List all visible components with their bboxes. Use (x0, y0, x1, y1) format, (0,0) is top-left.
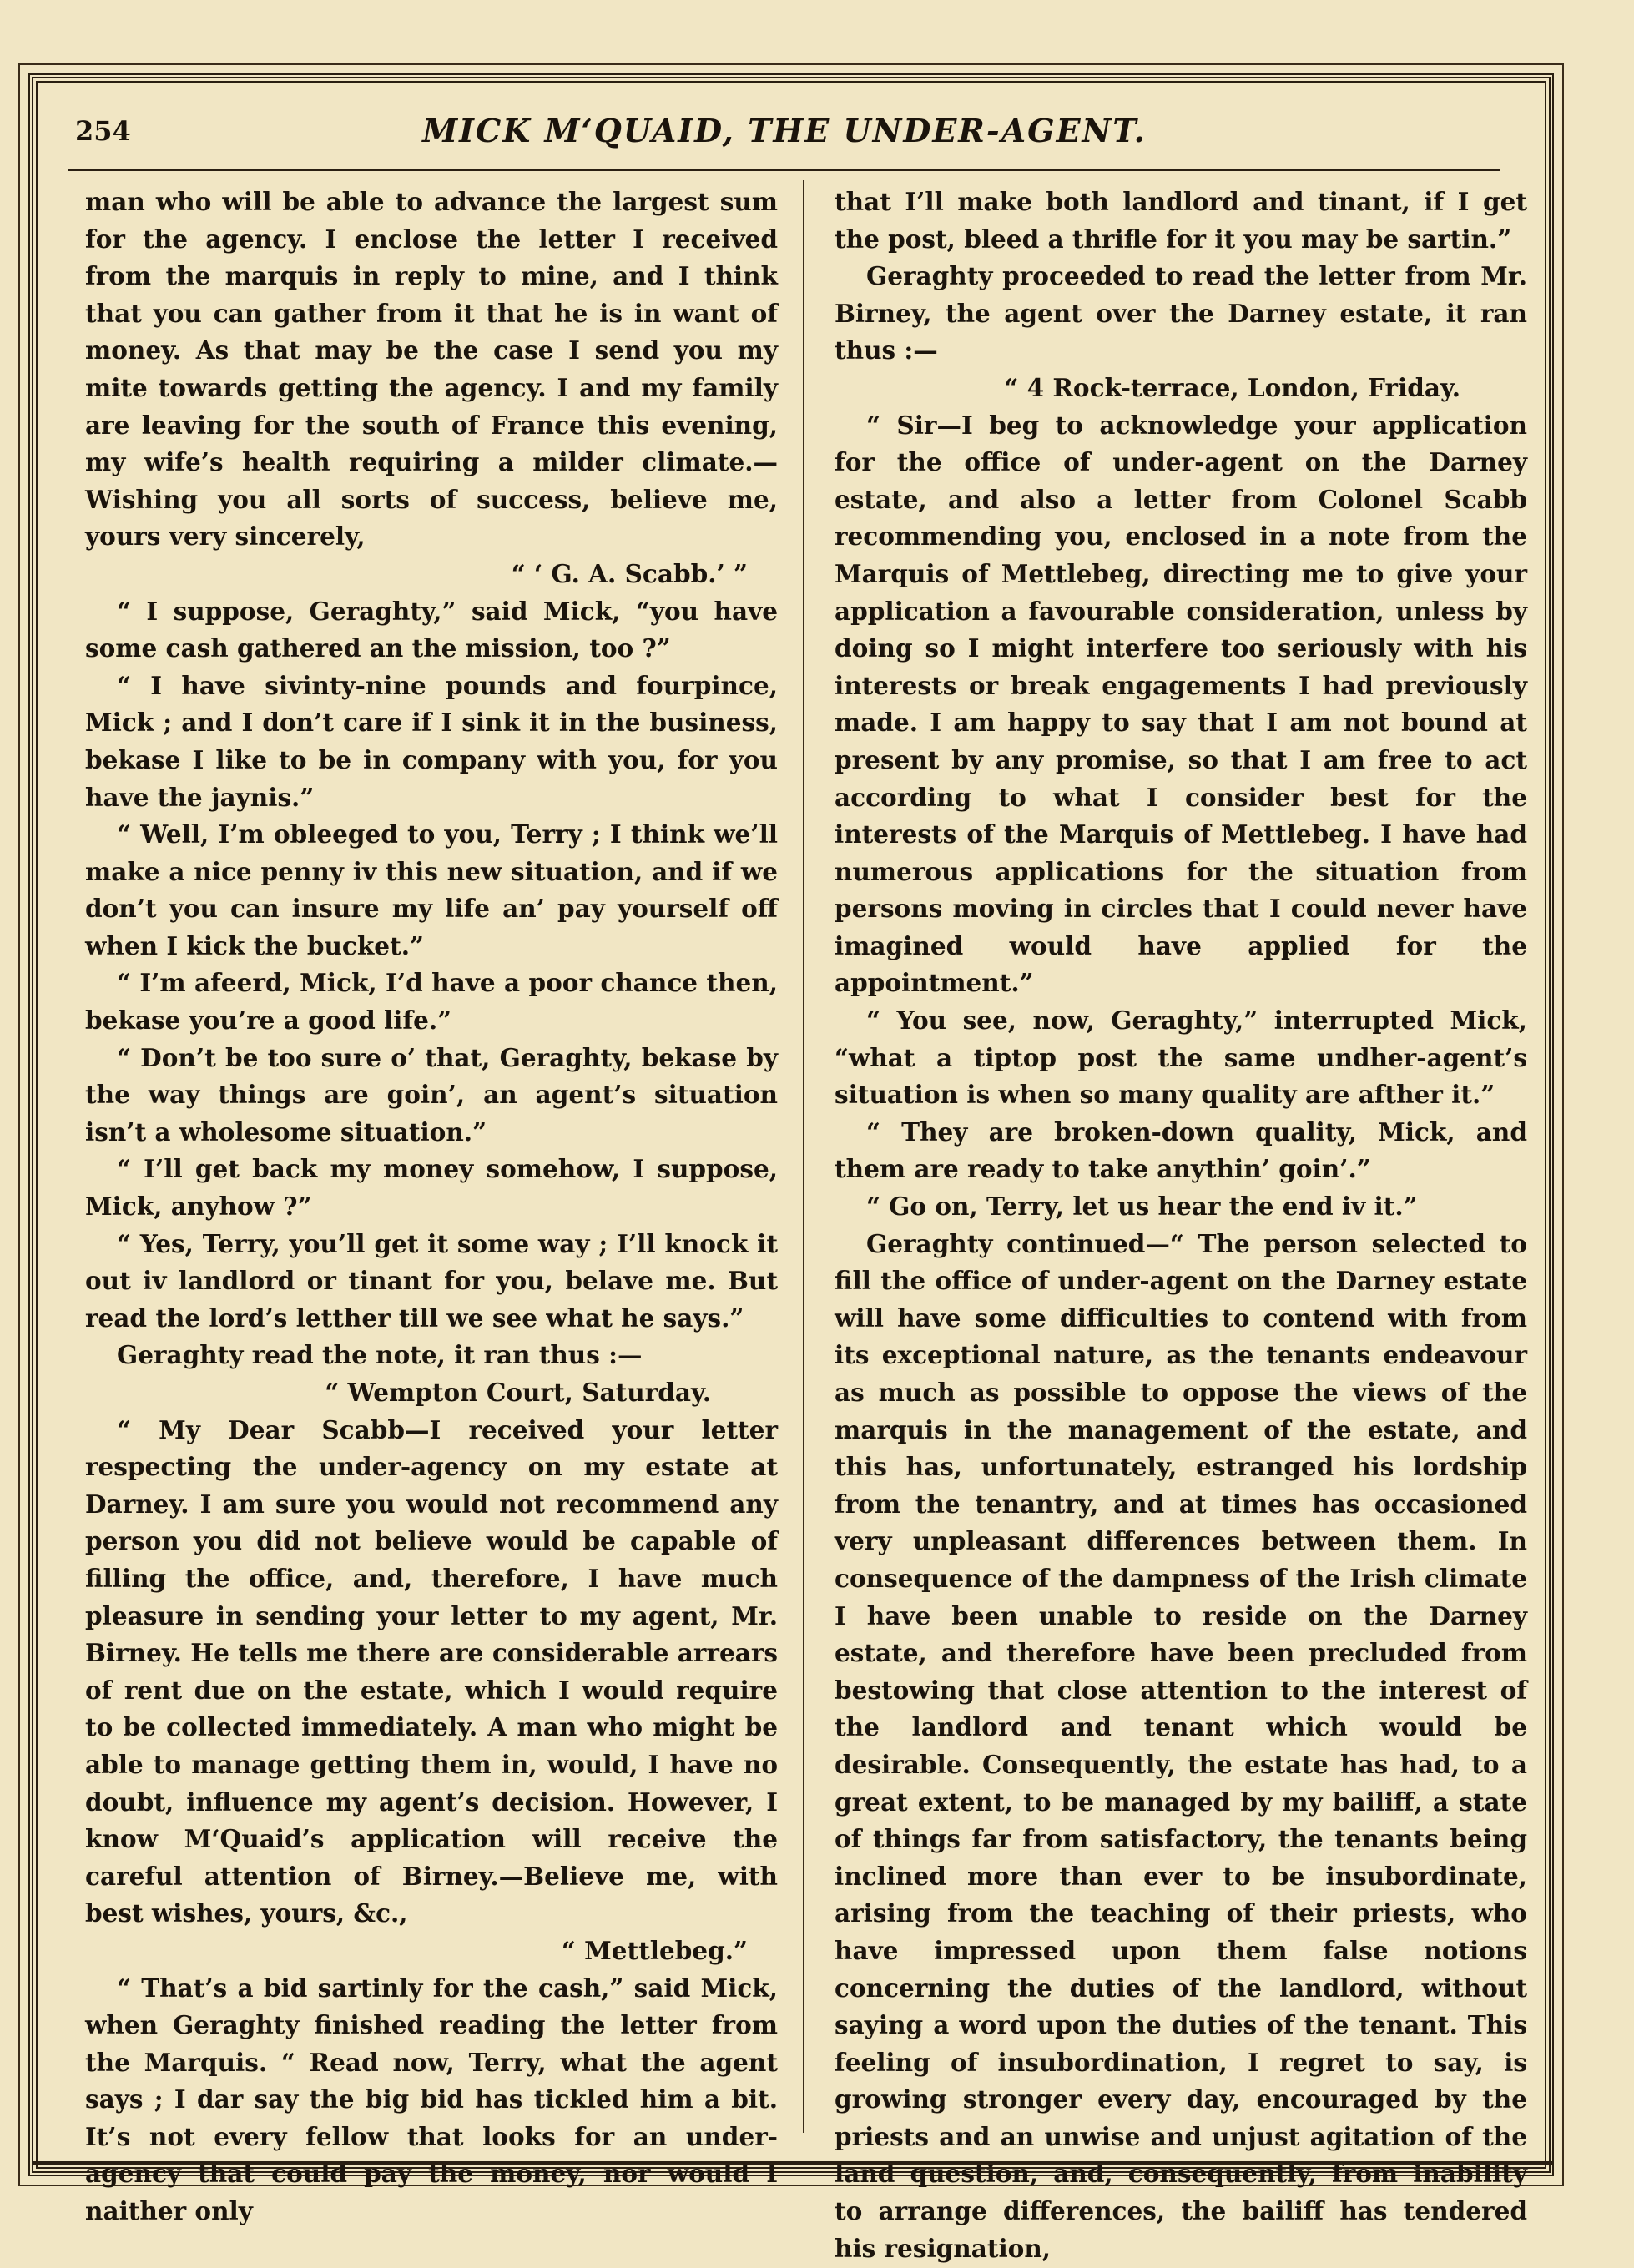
paragraph: “ I’ll get back my money somehow, I suppose, Mick, anyhow ?” (85, 1154, 778, 1222)
column-divider (803, 180, 804, 2133)
paragraph: “ You see, now, Geraghty,” interrupted Mick, “what a tiptop post the same undher-agent’s situation is when so many quality are afther it.” (835, 1005, 1527, 1110)
paragraph: “ Sir—I beg to acknowledge your application for the office of under-agent on the Darney estate, and also a letter from Colonel Scabb recommending you, enclosed in a note from the Marquis of Mettlebeg, directing me to give your application a favourable consideration, unless by doing so I might interfere too seriously with his interests or break engagements I had previously made. I am happy to say that I am not bound at present by any promise, so that I am free to act according to what I consider best for the interests of the Marquis of Mettlebeg. I have had numerous applications for the situation from persons moving in circles that I could never have imagined would have applied for the appointment.” (835, 410, 1527, 998)
paragraph: “ Well, I’m obleeged to you, Terry ; I think we’ll make a nice penny iv this new situation, and if we don’t you can insure my life an’ pay yourself off when I kick the bucket.” (85, 819, 778, 960)
left-column (85, 184, 778, 2230)
running-title: MICK M‘QUAID, THE UNDER-AGENT. (422, 112, 1147, 149)
signature: “ ‘ G. A. Scabb.’ ” (511, 558, 748, 588)
bottom-rule (33, 2161, 1552, 2165)
paragraph: “ They are broken-down quality, Mick, and them are ready to take anythin’ goin’.” (835, 1116, 1527, 1184)
header-rule (68, 169, 1500, 171)
signature: “ Mettlebeg.” (561, 1935, 748, 1965)
paragraph: “ I have sivinty-nine pounds and fourpince, Mick ; and I don’t care if I sink it in the business, bekase I like to be in company with you, for you have the jaynis.” (85, 670, 778, 812)
paragraph: man who will be able to advance the largest sum for the agency. I enclose the letter I received from the marquis in reply to mine, and I think that you can gather from it that he is in want of money. As that may be the case I send you my mite towards getting the agency. I and my family are leaving for the south of France this evening, my wife’s health requiring a milder climate.—Wishing you all sorts of success, believe me, yours very sincerely, (85, 187, 778, 552)
paragraph: Geraghty read the note, it ran thus :— (117, 1340, 643, 1370)
paragraph: Geraghty proceeded to read the letter from Mr. Birney, the agent over the Darney estate, it ran thus :— (835, 261, 1527, 365)
dateline: “ 4 Rock-terrace, London, Friday. (1004, 372, 1460, 402)
paragraph: that I’ll make both landlord and tinant, if I get the post, bleed a thrifle for it you may be sartin.” (835, 187, 1527, 254)
paragraph: “ Don’t be too sure o’ that, Geraghty, bekase by the way things are goin’, an agent’s situation isn’t a wholesome situation.” (85, 1042, 778, 1147)
right-column (835, 184, 1527, 2267)
paragraph: “ I’m afeerd, Mick, I’d have a poor chance then, bekase you’re a good life.” (85, 968, 778, 1036)
paragraph: “ I suppose, Geraghty,” said Mick, “you have some cash gathered an the mission, too ?” (85, 596, 778, 663)
dateline: “ Wempton Court, Saturday. (325, 1378, 711, 1407)
paragraph: Geraghty continued—“ The person selected to fill the office of under-agent on the Darney estate will have some difficulties to contend with from its exceptional nature, as the tenants endeavour as much as possible to oppose the views of the marquis in the management of the estate, and this has, unfortunately, estranged his lordship from the tenantry, and at times has occasioned very unpleasant differences between them. In consequence of the dampness of the Irish climate I have been unable to reside on the Darney estate, and therefore have been precluded from bestowing that close attention to the interest of the landlord and tenant which would be desirable. Consequently, the estate has had, to a great extent, to be managed by my bailiff, a state of things far from satisfactory, the tenants being inclined more than ever to be insubordinate, arising from the teaching of their priests, who have impressed upon them false notions concerning the duties of the landlord, without saying a word upon the duties of the tenant. This feeling of insubordination, I regret to say, is growing stronger every day, encouraged by the priests and an unwise and unjust agitation of the land question, and, consequently, from inability to arrange differences, the bailiff has tendered his resignation, (835, 1228, 1527, 2263)
paragraph: “ Go on, Terry, let us hear the end iv it.” (866, 1192, 1418, 1222)
paragraph: “ My Dear Scabb—I received your letter respecting the under-agency on my estate at Darney. I am sure you would not recommend any person you did not believe would be capable of filling the office, and, therefore, I have much pleasure in sending your letter to my agent, Mr. Birney. He tells me there are considerable arrears of rent due on the estate, which I would require to be collected immediately. A man who might be able to manage getting them in, would, I have no doubt, influence my agent’s decision. However, I know M‘Quaid’s application will receive the careful attention of Birney.—Believe me, with best wishes, yours, &c., (85, 1414, 778, 1928)
paragraph: “ That’s a bid sartinly for the cash,” said Mick, when Geraghty finished reading the letter from the Marquis. “ Read now, Terry, what the agent says ; I dar say the big bid has tickled him a bit. It’s not every fellow that looks for an under-agency that could pay the money, nor would I naither only (85, 1973, 778, 2226)
page-number: 254 (75, 115, 131, 147)
paragraph: “ Yes, Terry, you’ll get it some way ; I’ll knock it out iv landlord or tinant for you, belave me. But read the lord’s letther till we see what he says.” (85, 1228, 778, 1333)
page-header (75, 108, 1494, 162)
